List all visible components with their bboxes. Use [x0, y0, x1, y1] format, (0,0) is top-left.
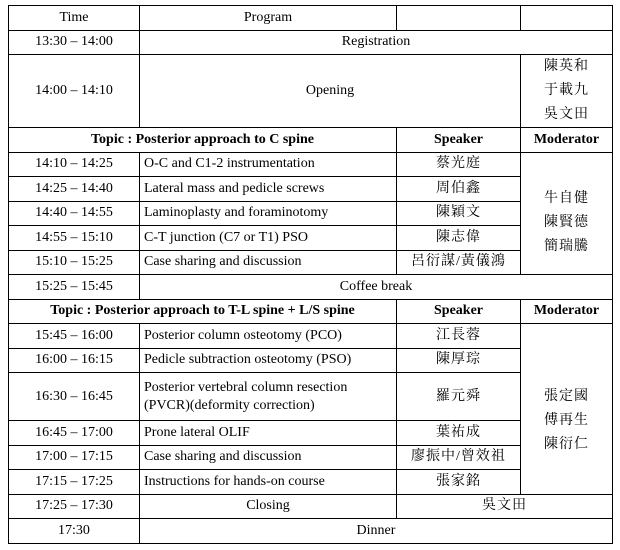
moderator-name: 簡瑞騰: [544, 239, 589, 255]
opening-time: 14:00 – 14:10: [9, 55, 140, 128]
session-program: Laminoplasty and foraminotomy: [140, 201, 397, 226]
session-program: Case sharing and discussion: [140, 445, 397, 470]
session-program-line: Posterior vertebral column resection: [144, 379, 348, 395]
session-program: O-C and C1-2 instrumentation: [140, 152, 397, 177]
topic1-header-row: [9, 128, 613, 153]
dinner-time: 17:30: [9, 519, 140, 544]
opening-moderators: [521, 55, 613, 128]
closing-time: 17:25 – 17:30: [9, 494, 140, 519]
topic2-moderator-header: Moderator: [521, 299, 613, 324]
coffee-label: Coffee break: [140, 275, 613, 300]
session-speaker: 陳穎文: [397, 201, 521, 226]
topic2-header-row: [9, 299, 613, 324]
session-speaker: 羅元舜: [397, 373, 521, 421]
session-speaker: 呂衍謀/黃儀鴻: [397, 250, 521, 275]
table-row: [9, 152, 613, 177]
header-program: Program: [140, 6, 397, 31]
session-speaker: 陳厚琮: [397, 348, 521, 373]
session-speaker: 廖振中/曾效祖: [397, 445, 521, 470]
session-program: C-T junction (C7 or T1) PSO: [140, 226, 397, 251]
schedule-table: [8, 5, 613, 544]
topic1-title: Topic : Posterior approach to C spine: [9, 128, 397, 153]
session-time: 17:00 – 17:15: [9, 445, 140, 470]
session-time: 14:25 – 14:40: [9, 177, 140, 202]
session-time: 14:55 – 15:10: [9, 226, 140, 251]
header-row: [9, 6, 613, 31]
moderator-name: 傅再生: [544, 412, 589, 428]
session-time: 16:30 – 16:45: [9, 373, 140, 421]
opening-row: [9, 55, 613, 128]
registration-time: 13:30 – 14:00: [9, 30, 140, 55]
session-program-line: (PVCR)(deformity correction): [144, 397, 315, 413]
header-moderator: [521, 6, 613, 31]
topic1-speaker-header: Speaker: [397, 128, 521, 153]
moderator-name: 陳英和: [544, 59, 589, 74]
table-row: [9, 324, 613, 349]
closing-row: [9, 494, 613, 519]
dinner-label: Dinner: [140, 519, 613, 544]
session-time: 14:40 – 14:55: [9, 201, 140, 226]
moderator-name: 于載九: [544, 83, 589, 98]
registration-label: Registration: [140, 30, 613, 55]
closing-label: Closing: [140, 494, 397, 519]
session-speaker: 蔡光庭: [397, 152, 521, 177]
topic2-title: Topic : Posterior approach to T-L spine + L/S spine: [9, 299, 397, 324]
session-program: Posterior column osteotomy (PCO): [140, 324, 397, 349]
header-time: Time: [9, 6, 140, 31]
program-schedule: [8, 5, 612, 544]
moderator-name: 張定國: [544, 388, 589, 404]
session-time: 14:10 – 14:25: [9, 152, 140, 177]
session-speaker: 葉祐成: [397, 421, 521, 446]
topic2-speaker-header: Speaker: [397, 299, 521, 324]
moderator-name: 吳文田: [544, 107, 589, 122]
session-speaker: 張家銘: [397, 470, 521, 495]
coffee-time: 15:25 – 15:45: [9, 275, 140, 300]
session-time: 16:45 – 17:00: [9, 421, 140, 446]
session-program: [140, 373, 397, 421]
opening-label: Opening: [140, 55, 521, 128]
session-program: Instructions for hands-on course: [140, 470, 397, 495]
session-speaker: 陳志偉: [397, 226, 521, 251]
registration-row: [9, 30, 613, 55]
header-speaker: [397, 6, 521, 31]
session-speaker: 周伯鑫: [397, 177, 521, 202]
topic1-moderator-header: Moderator: [521, 128, 613, 153]
session-program: Pedicle subtraction osteotomy (PSO): [140, 348, 397, 373]
session-program: Case sharing and discussion: [140, 250, 397, 275]
dinner-row: [9, 519, 613, 544]
session-time: 15:10 – 15:25: [9, 250, 140, 275]
session-speaker: 江長蓉: [397, 324, 521, 349]
topic2-moderators: [521, 324, 613, 495]
moderator-name: 陳賢德: [544, 215, 589, 231]
session-time: 17:15 – 17:25: [9, 470, 140, 495]
moderator-name: 陳衍仁: [544, 436, 589, 452]
topic1-moderators: [521, 152, 613, 275]
session-program: Lateral mass and pedicle screws: [140, 177, 397, 202]
moderator-name: 牛自健: [544, 191, 589, 207]
closing-speaker: 吳文田: [397, 494, 613, 519]
session-program: Prone lateral OLIF: [140, 421, 397, 446]
session-time: 15:45 – 16:00: [9, 324, 140, 349]
coffee-row: [9, 275, 613, 300]
session-time: 16:00 – 16:15: [9, 348, 140, 373]
